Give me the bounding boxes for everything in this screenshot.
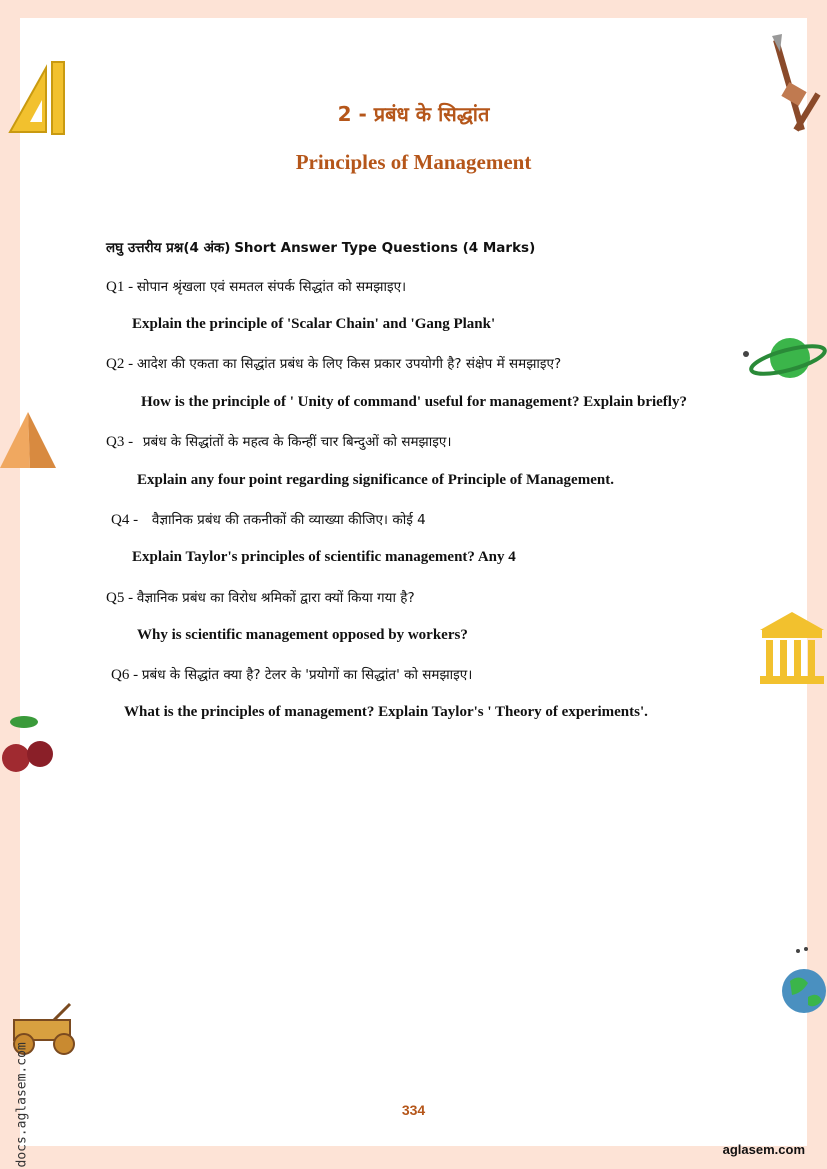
plums-icon xyxy=(0,710,58,778)
question-english: Explain Taylor's principles of scientific management? Any 4 xyxy=(132,549,516,565)
page-title-hindi: 2 - प्रबंध के सिद्धांत xyxy=(337,102,490,126)
page-title-english: Principles of Management xyxy=(295,150,532,174)
question-text-hindi: सोपान श्रृंखला एवं समतल संपर्क सिद्धांत को समझाइए। xyxy=(136,279,407,295)
question-hindi xyxy=(106,432,451,451)
globe-icon xyxy=(778,945,826,1017)
section-heading xyxy=(106,238,535,257)
question-hindi xyxy=(106,588,415,607)
question-text-hindi: वैज्ञानिक प्रबंध का विरोध श्रमिकों द्वारा क्यों किया गया है? xyxy=(136,590,415,606)
question-number: Q1 - xyxy=(106,279,134,295)
question-hindi xyxy=(106,354,561,373)
question-text-hindi: प्रबंध के सिद्धांत क्या है? टेलर के 'प्रयोगों का सिद्धांत' को समझाइए। xyxy=(141,667,473,683)
question-number: Q4 - xyxy=(111,512,139,528)
question-english: What is the principles of management? Explain Taylor's ' Theory of experiments'. xyxy=(124,704,648,720)
question-english: Explain the principle of 'Scalar Chain' and 'Gang Plank' xyxy=(132,316,496,332)
watermark: docs.aglasem.com xyxy=(14,1042,30,1168)
section-heading-hindi: लघु उत्तरीय प्रश्न(4 अंक) xyxy=(106,240,231,256)
question-hindi xyxy=(106,277,406,296)
pyramid-icon xyxy=(0,410,58,470)
planet-icon xyxy=(740,330,827,385)
question-hindi xyxy=(111,510,426,529)
question-text-hindi: प्रबंध के सिद्धांतों के महत्व के किन्हीं चार बिन्दुओं को समझाइए। xyxy=(142,434,452,450)
question-number: Q2 - xyxy=(106,356,134,372)
question-english: How is the principle of ' Unity of command' useful for management? Explain briefly? xyxy=(141,394,687,410)
question-number: Q6 - xyxy=(111,667,139,683)
section-heading-english: Short Answer Type Questions (4 Marks) xyxy=(234,240,536,256)
question-text-hindi: आदेश की एकता का सिद्धांत प्रबंध के लिए किस प्रकार उपयोगी है? संक्षेप में समझाइए? xyxy=(136,356,562,372)
site-label[interactable]: aglasem.com xyxy=(722,1142,805,1157)
question-text-hindi: वैज्ञानिक प्रबंध की तकनीकों की व्याख्या कीजिए। कोई 4 xyxy=(151,512,426,528)
question-number: Q3 - xyxy=(106,434,134,450)
question-english: Why is scientific management opposed by workers? xyxy=(137,627,468,643)
page-sheet xyxy=(20,18,807,1146)
page-number: 334 xyxy=(401,1102,426,1118)
question-english: Explain any four point regarding significance of Principle of Management. xyxy=(137,472,614,488)
temple-icon xyxy=(758,610,826,685)
question-number: Q5 - xyxy=(106,590,134,606)
question-hindi xyxy=(111,665,472,684)
